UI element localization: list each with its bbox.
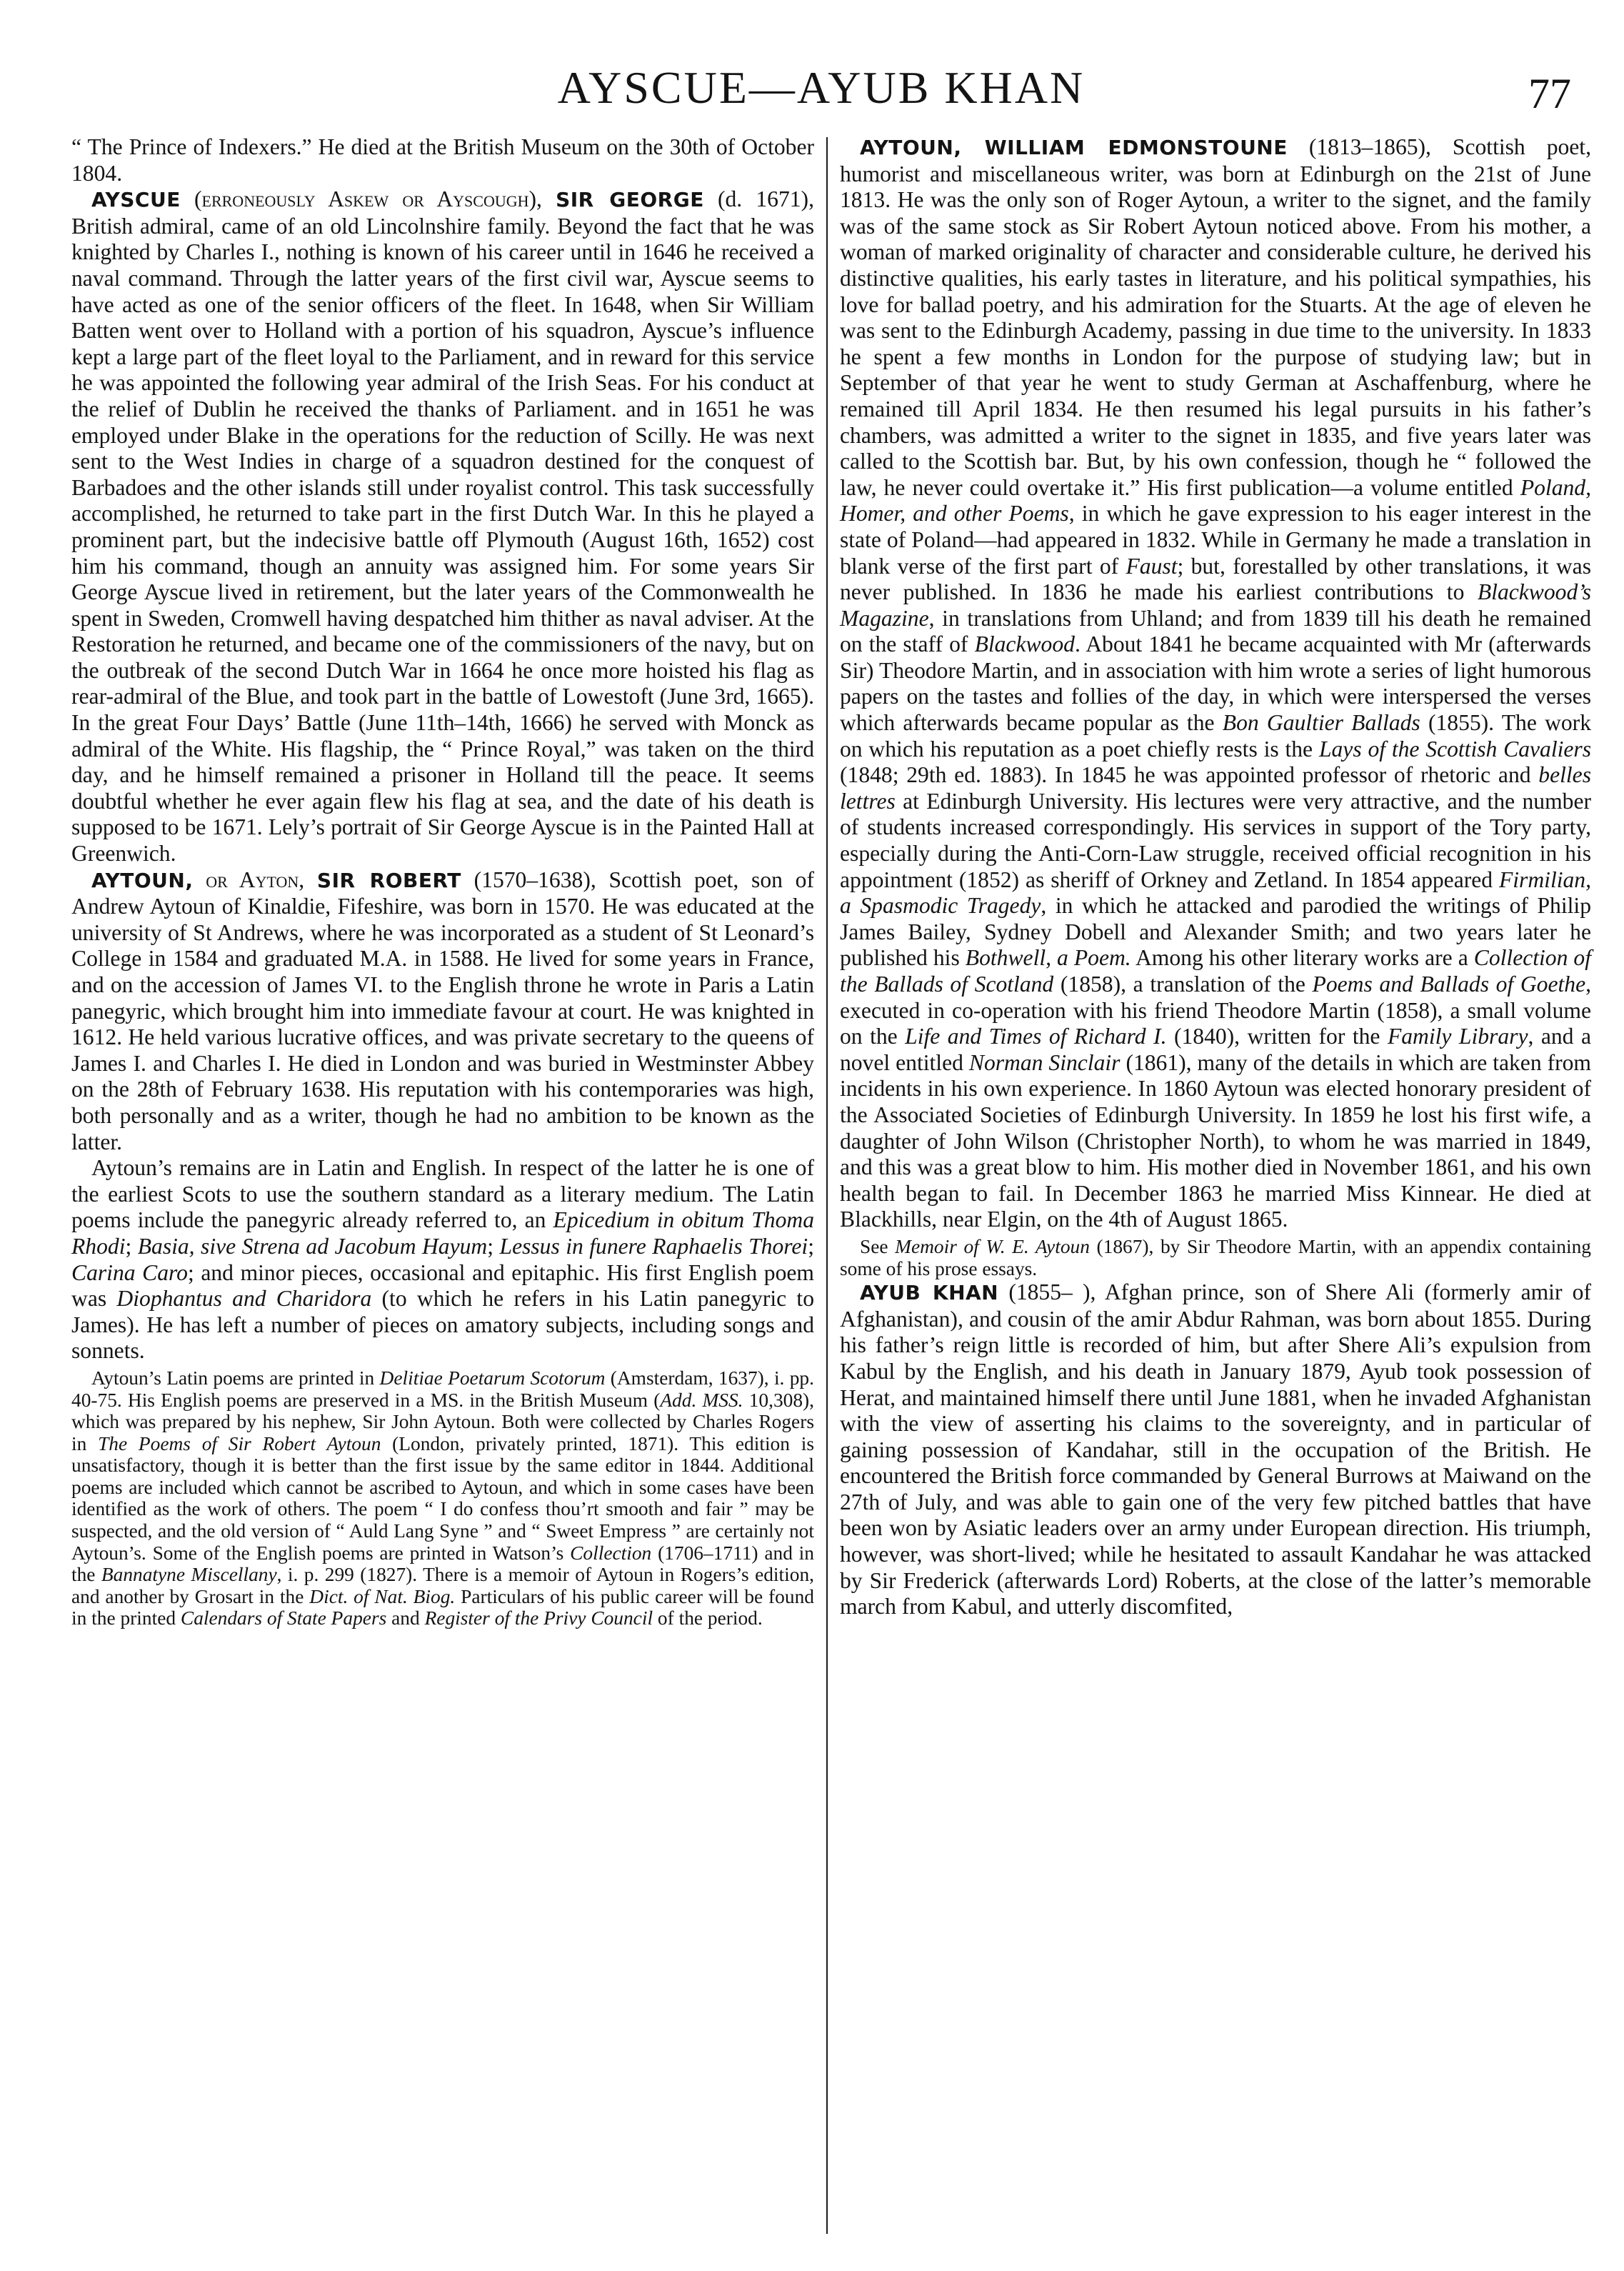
italic-title: Register of the Privy Council [424,1607,653,1629]
italic-title: Collection [570,1542,652,1564]
text-run: See [860,1235,888,1257]
name-variant: (erroneously Askew or Ayscough), [194,186,542,212]
italic-title: Norman Sinclair [968,1049,1121,1075]
italic-title: Blackwood [974,632,1075,657]
entry-body: (d. 1671), British admiral, came of an old Lincolnshire family. Beyond the fact that he was knighted by Charles I., nothing is known of his career until in 1646 he received a naval command. Through the latter years of the first civil war, Ayscue seems to have acted as one of the senior officers of the fleet. In 1648, when Sir William Batten went over to Holland with a portion of his squadron, Ayscue’s influence kept a large part of the fleet loyal to the Parliament, and in reward for this service he was appointed the following year admiral of the Irish Seas. For his conduct at the relief of Dublin he received the thanks of Parliament. and in 1651 he was employed under Blake in the operations for the reduction of Scilly. He was next sent to the West Indies in charge of a squadron destined for the conquest of Barbadoes and the other islands still under royalist control. This task successfully accomplished, he returned to take part in the first Dutch War. In this he played a prominent part, but the indecisive battle off Plymouth (August 16th, 1652) cost him his command, though an annuity was assigned him. For some years Sir George Ayscue lived in retirement, but the later years of the Commonwealth he spent in Sweden, Cromwell having despatched him thither as naval adviser. At the Restoration he returned, and became one of the commissioners of the navy, but on the outbreak of the second Dutch War in 1664 he once more hoisted his flag as rear-admiral of the Blue, and took part in the battle of Lowestoft (June 3rd, 1665). In the great Four Days’ Battle (June 11th–14th, 1666) he served with Monck as admiral of the White. His flagship, the “ Prince Royal,” was taken on the third day, and he himself remained a prisoner in Holland till the peace. It seems doubtful whether he ever again flew his flag at sea, and the date of his death is supposed to be 1671. Lely’s portrait of Sir George Ayscue is in the Painted Hall at Greenwich. [71,186,814,867]
italic-title: Collection of the Ballads of Scotland [840,945,1591,997]
text-run: , in which he attacked and parodied the writings of Philip James Bailey, Sydney Dobell and Alexander Smith; and two years later he published his [840,893,1591,971]
text-run: 10,308), which was prepared by his nephew, Sir John Aytoun. Both were collected by Charles Rogers in [71,1389,814,1454]
headword: AYSCUE [91,188,181,212]
headword-title: SIR GEORGE [556,188,704,212]
headword: AYTOUN, [91,868,194,892]
entry-body: (1570–1638), Scottish poet, son of Andrew Aytoun of Kinaldie, Fifeshire, was born in 1570. He was educated at the university of St Andrews, where he was incorporated as a student of St Leonard’s College in 1584 and graduated M.A. in 1588. He lived for some years in France, and on the accession of James VI. to the English throne he wrote in Paris a Latin panegyric, which brought him into immediate favour at court. He was knighted in 1612. He held various lucrative offices, and was private secretary to the queens of James I. and Charles I. He died in London and was buried in Westminster Abbey on the 28th of February 1638. His reputation with his contemporaries was high, both personally and as a writer, though he had no ambition to be known as the latter. [71,867,814,1154]
italic-title: Epicedium in obitum Thoma Rhodi [71,1207,815,1259]
headword-title: SIR ROBERT [316,868,461,892]
text-run: and [391,1607,420,1629]
text-run: (1867), by Sir Theodore Martin, with an appendix containing some of his prose essays. [840,1235,1591,1279]
text-run: , i. p. 299 (1827). There is a memoir of Aytoun in Rogers’s edition, and another by Grosart in the [71,1564,814,1607]
running-head: AYSCUE—AYUB KHAN [557,62,1086,113]
italic-title: Firmilian, a Spasmodic Tragedy [840,867,1591,919]
text-run: (1861), many of the details in which are taken from incidents in his own experience. In 1860 Aytoun was elected honorary president of the Associated Societies of Edinburgh University. In 1859 he lost his first wife, a daughter of John Wilson (Christopher North), to whom he was married in 1849, and this was a great blow to him. His mother died in November 1861, and his own health began to fail. In December 1863 he married Miss Kinnear. He died at Blackhills, near Elgin, on the 4th of August 1865. [840,1049,1591,1232]
italic-title: Diophantus and Charidora [116,1286,372,1312]
text-run: ; and minor pieces, occasional and epitaphic. His first English poem was [71,1259,814,1312]
bibliography-note [840,1236,1591,1279]
italic-title: Poland, Homer, and other Poems [840,474,1591,526]
entry-aytoun-robert [71,867,814,1156]
italic-title: Poems and Ballads of Goethe [1312,972,1586,997]
italic-title: Delitiae Poetarum Scotorum [379,1367,606,1389]
text-run: of the period. [657,1607,763,1629]
italic-title: Family Library [1387,1024,1528,1049]
italic-title: Bothwell, a Poem. [965,945,1131,971]
text-run: (Amsterdam, 1637), i. pp. 40-75. His English poems are preserved in a MS. in the British Museum ( [71,1367,814,1411]
text-run: , and a novel entitled [840,1024,1591,1075]
continued-paragraph: “ The Prince of Indexers.” He died at the British Museum on the 30th of October 1804. [71,134,814,186]
column-divider [826,137,828,2234]
text-run: ; [125,1233,132,1259]
text-run: at Edinburgh University. His lectures were very attractive, and the number of students increased correspondingly. His services in support of the Tory party, especially during the Anti-Corn-Law struggle, received official recognition in his appointment (1852) as sheriff of Orkney and Zetland. In 1854 appeared [840,788,1591,892]
italic-title: Dict. of Nat. Biog. [309,1585,456,1607]
text-run: (London, privately printed, 1871). This edition is unsatisfactory, though it is better than the first issue by the same editor in 1844. Additional poems are included which cannot be ascribed to Aytoun, and which in some cases have been identified as the work of others. The poem “ I do confess thou’rt smooth and fair ” may be suspected, and the old version of “ Auld Lang Syne ” and “ Sweet Empress ” are certainly not Aytoun’s. Some of the English poems are printed in Watson’s [71,1432,814,1564]
italic-title: Calendars of State Papers [180,1607,387,1629]
left-column [71,134,814,2256]
italic-title: Bon Gaultier Ballads [1222,710,1420,736]
italic-title: Basia, sive Strena ad Jacobum Hayum [137,1233,488,1259]
italic-title: Bannatyne Miscellany [101,1564,277,1586]
text-run: (1855). The work on which his reputation as a poet chiefly rests is the [840,710,1592,762]
text-run: , in translations from Uhland; and from 1839 till his death he remained on the staff of [840,605,1591,657]
headword: AYTOUN, WILLIAM EDMONSTOUNE [860,136,1288,159]
italic-title: Lessus in funere Raphaelis Thorei [499,1233,808,1259]
right-column [840,134,1591,2256]
italic-title: Blackwood’s Magazine [840,579,1591,631]
italic-title: Memoir of W. E. Aytoun [895,1235,1090,1257]
italic-title: Carina Caro [71,1259,188,1285]
entry-ayub-khan [840,1279,1591,1620]
name-variant: or Ayton, [206,867,305,892]
italic-title: belles lettres [840,762,1591,814]
text-run: (1858), a translation of the [1060,972,1305,997]
italic-title: The Poems of Sir Robert Aytoun [98,1432,381,1454]
entry-body: (1855– ), Afghan prince, son of Shere Ali (formerly amir of Afghanistan), and cousin of the amir Abdur Rahman, was born about 1855. During his father’s reign little is recorded of him, but after Shere Ali’s expulsion from Kabul by the English, and his death in January 1879, Ayub took possession of Herat, and maintained himself there until June 1881, when he invaded Afghanistan with the view of asserting his claims to the sovereignty, and in particular of gaining possession of Kandahar, still in the occupation of the British. He encountered the British force commanded by General Burrows at Maiwand on the 27th of July, and was able to gain one of the very few pitched battles that have been won by Asiatic leaders over an army under European direction. His triumph, however, was short-lived; while he hesitated to assault Kandahar he was attacked by Sir Frederick (afterwards Lord) Roberts, at the close of the latter’s memorable march from Kabul, and utterly discomfited, [840,1279,1591,1619]
text-run: (1813–1865), Scottish poet, humorist and miscellaneous writer, was born at Edinburgh on the 21st of June 1813. He was the only son of Roger Aytoun, a writer to the signet, and the family was of the same stock as Sir Robert Aytoun noticed above. From his mother, a woman of marked originality of character and considerable culture, he derived his distinctive qualities, his early tastes in literature, and his political sympathies, his love for ballad poetry, and his admiration for the Stuarts. At the age of eleven he was sent to the Edinburgh Academy, passing in due time to the university. In 1833 he spent a few months in London for the purpose of studying law; but in September of that year he went to study German at Aschaffenburg, where he remained till April 1834. He then resumed his legal pursuits in his father’s chambers, was admitted a writer to the signet in 1835, and five years later was called to the Scottish bar. But, by his own confession, though he “ followed the law, he never could overtake it.” His first publication—a volume entitled [840,134,1591,500]
text-run: (to which he refers in his Latin panegyric to James). He has left a number of pieces on amatory subjects, including songs and sonnets. [71,1286,815,1364]
italic-title: Faust [1126,553,1178,579]
entry-aytoun-william [840,134,1591,1233]
text-run: (1848; 29th ed. 1883). In 1845 he was appointed professor of rhetoric and [840,762,1531,788]
text-run: , executed in co-operation with his friend Theodore Martin (1858), a small volume on the [840,972,1592,1049]
text-run: , in which he gave expression to his eager interest in the state of Poland—had appeared in 1832. While in Germany he made a translation in blank verse of the first part of [840,501,1591,579]
page-number: 77 [1528,70,1571,117]
text-run: Aytoun’s Latin poems are printed in [91,1367,375,1389]
page-header [71,56,1571,120]
text-run: ; [808,1233,814,1259]
headword: AYUB KHAN [860,1281,999,1305]
entry-paragraph [71,1155,814,1364]
italic-title: Life and Times of Richard I. [905,1024,1167,1049]
italic-title: Lays of the Scottish Cavaliers [1318,736,1592,762]
text-run: Among his other literary works are a [1135,945,1468,971]
text-run: ; [487,1233,494,1259]
entry-ayscue [71,186,814,867]
text-run: (1840), written for the [1173,1024,1380,1049]
text-run: ; but, forestalled by other translations, it was never published. In 1836 he made his earliest contributions to [840,553,1591,605]
text-run: (1706–1711) and in the [71,1542,814,1586]
bibliography-note [71,1367,814,1629]
text-run: . About 1841 he became acquainted with Mr (afterwards Sir) Theodore Martin, and in association with him wrote a series of light humorous papers on the tastes and follies of the day, in which were interspersed the verses which afterwards became popular as the [840,632,1591,736]
text-run: Particulars of his public career will be found in the printed [71,1585,814,1629]
text-run: Aytoun’s remains are in Latin and English. In respect of the latter he is one of the earliest Scots to use the southern standard as a literary medium. The Latin poems include the panegyric already referred to, an [71,1155,814,1233]
italic-title: Add. MSS. [660,1389,743,1411]
